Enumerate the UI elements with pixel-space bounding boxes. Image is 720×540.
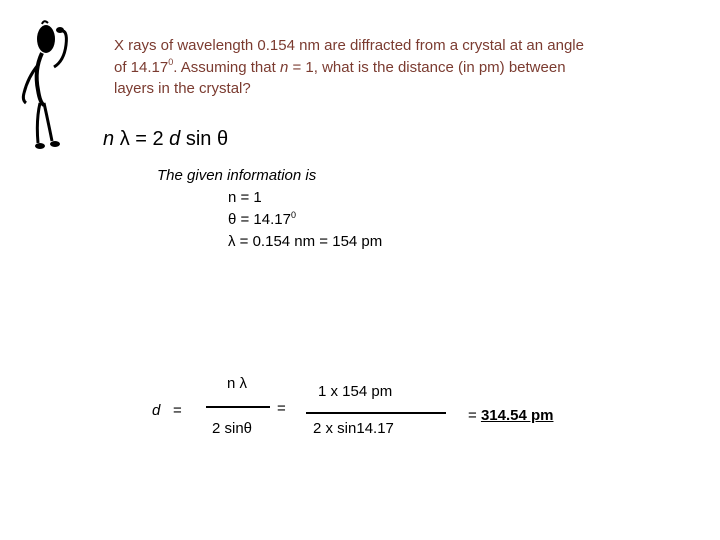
formula-eq-2: = 2: [135, 128, 164, 150]
question-text: [114, 35, 674, 100]
fraction1-numerator: n λ: [227, 375, 248, 392]
solution-d-eq: =: [173, 402, 182, 419]
question-line-3: layers in the crystal?: [114, 80, 251, 97]
given-header: The given information is: [157, 167, 317, 184]
question-line-1: X rays of wavelength 0.154 nm are diffracted from a crystal at an angle: [114, 37, 584, 54]
fraction1-bar: [206, 406, 270, 408]
thinking-figure-icon: [14, 15, 74, 155]
fraction1-denominator: 2 sinθ: [212, 420, 253, 437]
fraction2-numerator: 1 x 154 pm: [318, 383, 393, 400]
formula-d: d: [169, 128, 181, 150]
solution-eq2: =: [277, 400, 286, 417]
formula-lambda: λ: [119, 128, 130, 150]
result-eq: =: [468, 407, 477, 424]
question-line-2: [114, 57, 674, 79]
result: [468, 407, 553, 424]
question-n: n: [279, 58, 289, 76]
fraction2-bar: [306, 412, 446, 414]
question-ask: = 1, what is the distance (in pm) between: [288, 58, 566, 76]
given-lambda: λ = 0.154 nm = 154 pm: [228, 233, 383, 250]
degree-sup: 0: [168, 56, 174, 67]
solution-d-label: d: [152, 402, 161, 419]
formula-n: n: [103, 128, 115, 150]
question-assume: . Assuming that: [173, 58, 280, 76]
given-n: n = 1: [228, 189, 262, 206]
formula-sin-theta: sin θ: [185, 128, 229, 150]
question-angle: of 14.17: [114, 58, 169, 76]
result-value: 314.54 pm: [480, 407, 554, 424]
bragg-formula: [103, 128, 228, 151]
fraction2-denominator: 2 x sin14.17: [313, 420, 394, 437]
given-theta: $\theta = 14.17^0$: [228, 210, 296, 228]
